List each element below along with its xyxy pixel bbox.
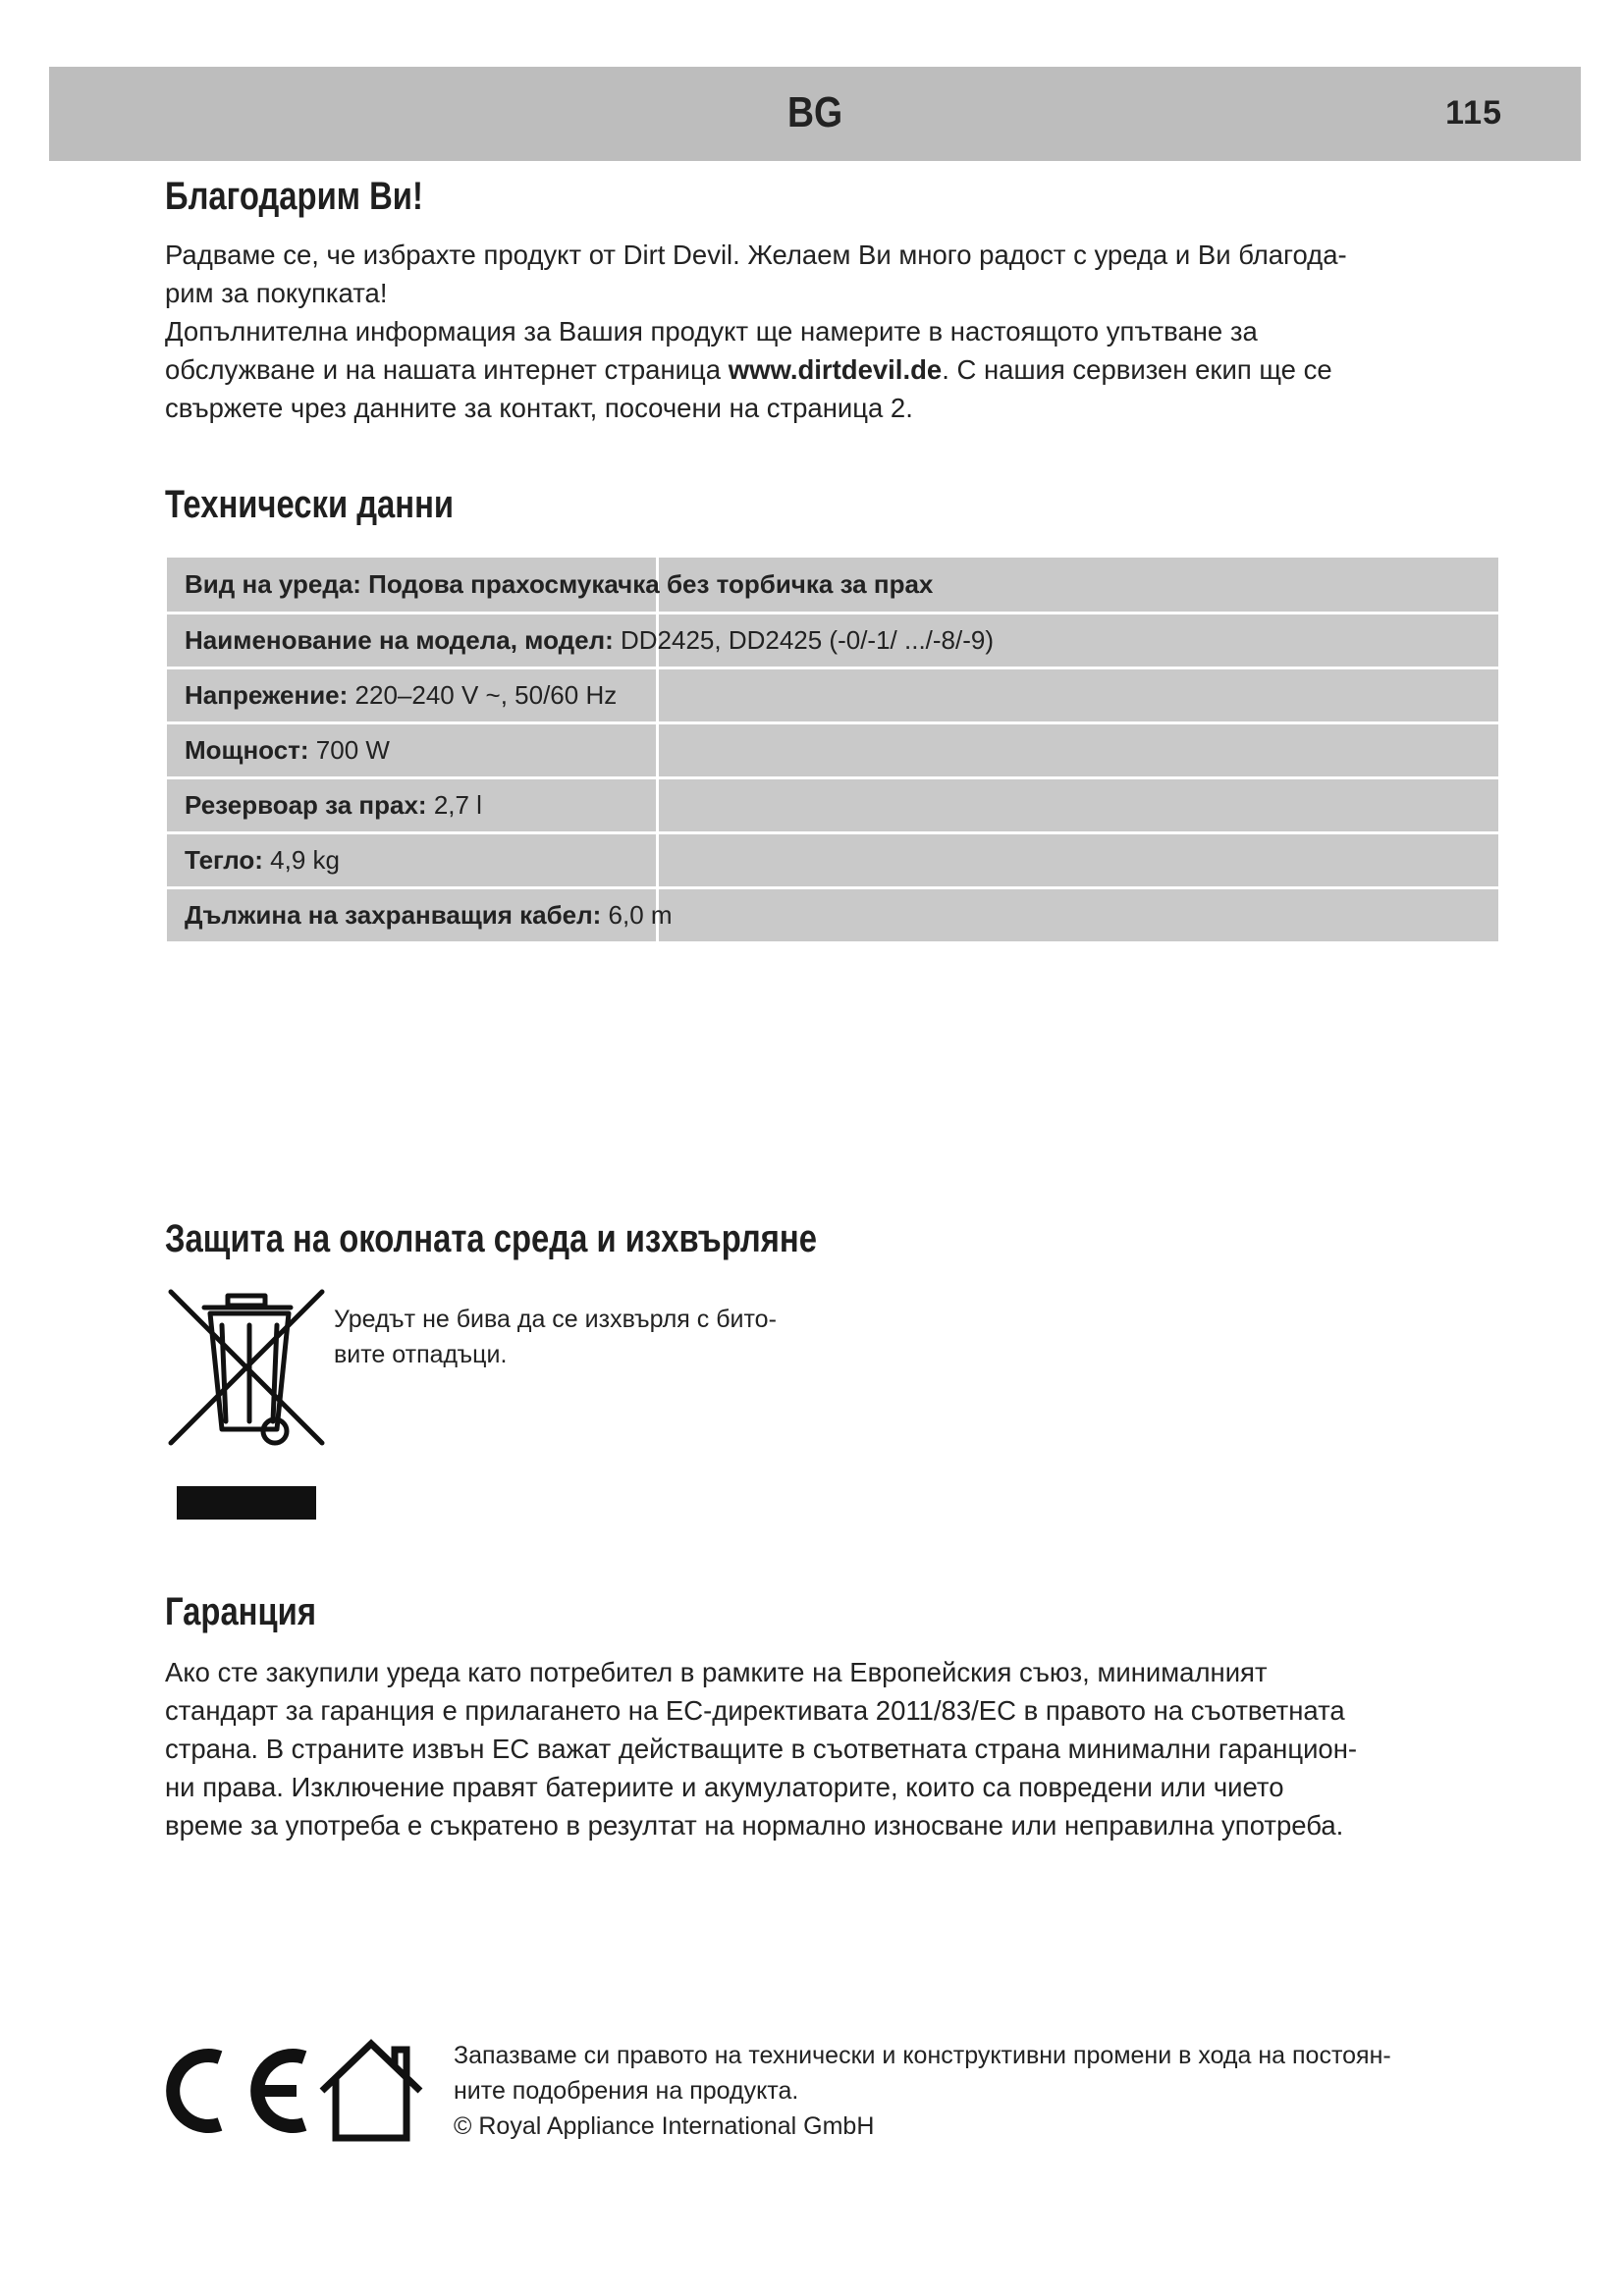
table-row [167,613,1498,667]
language-code: BG [786,88,843,136]
spec-label: Напрежение: [185,679,349,710]
tech-data-heading: Технически данни [165,483,455,526]
house-icon [316,2036,426,2144]
table-row [167,887,1498,942]
spec-label: Наименование на модела, модел: [185,624,614,655]
table-row [167,667,1498,722]
copyright-line: © Royal Appliance International GmbH [454,2112,875,2140]
header-bar [49,67,1581,161]
warranty-paragraph [165,1653,1530,1844]
table-row [167,777,1498,832]
table-cell [167,832,1498,887]
table-row [167,722,1498,777]
text-span: . С нашия сервизен екип ще се [942,354,1332,385]
table-cell [167,613,1498,667]
thanks-heading: Благодарим Ви! [165,175,423,218]
warranty-line: ни права. Изключение правят батериите и акумулаторите, които са повредени или чието [165,1772,1284,1802]
text-span: обслужване и на нашата интернет страница [165,354,729,385]
spec-label: Тегло: [185,844,263,875]
thanks-line: свържете чрез данните за контакт, посочени на страница 2. [165,393,913,423]
ce-mark-icon [165,2042,332,2140]
spec-value: 220–240 V ~, 50/60 Hz [348,679,618,710]
environment-line: вите отпадъци. [334,1341,508,1368]
spec-value: DD2425, DD2425 (-0/-1/ .../-8/-9) [613,624,995,655]
spec-value: 6,0 m [601,899,673,930]
footer-line: Запазваме си правото на технически и конструктивни промени в хода на постоян- [454,2042,1391,2069]
website-link[interactable]: www.dirtdevil.de [728,354,943,385]
warranty-line: стандарт за гаранция е прилагането на ЕС-директивата 2011/83/ЕС в правото на съответната [165,1695,1345,1726]
thanks-line [165,350,1530,389]
table-cell [167,667,1498,722]
warranty-line: Ако сте закупили уреда като потребител в рамките на Европейския съюз, минималният [165,1657,1268,1687]
spec-label: Мощност: [185,734,309,765]
spec-value: 700 W [308,734,390,765]
spec-label: Вид на уреда: Подова прахосмукачка без торбичка за прах [185,568,934,599]
table-cell [167,722,1498,777]
spec-value: 4,9 kg [262,844,341,875]
table-cell [167,558,1498,613]
warranty-line: страна. В страните извън ЕС важат действащите в съответната страна минимални гаранцион- [165,1734,1358,1764]
spec-value: 2,7 l [426,789,482,820]
weee-crossed-bin-icon [165,1286,332,1531]
table-cell [167,887,1498,942]
thanks-line: Допълнителна информация за Вашия продукт ще намерите в настоящото упътване за [165,316,1258,347]
thanks-line: рим за покупката! [165,278,388,308]
page-number: 115 [1445,94,1502,132]
footer-line: ните подобрения на продукта. [454,2077,799,2105]
footer-note [454,2038,1514,2144]
table-cell [167,777,1498,832]
thanks-paragraph [165,236,1530,427]
warranty-line: време за употреба е съкратено в резултат на нормално износване или неправилна употреба. [165,1810,1344,1841]
tech-data-table [167,558,1498,944]
spec-label: Дължина на захранващия кабел: [185,899,602,930]
warranty-heading: Гаранция [165,1590,316,1633]
spec-label: Резервоар за прах: [185,789,427,820]
environment-heading: Защита на околната среда и изхвърляне [165,1217,817,1260]
table-row [167,558,1498,613]
environment-text [334,1302,844,1372]
table-row [167,832,1498,887]
environment-line: Уредът не бива да се изхвърля с бито- [334,1306,777,1333]
thanks-line: Радваме се, че избрахте продукт от Dirt Devil. Желаем Ви много радост с уреда и Ви благода- [165,240,1347,270]
